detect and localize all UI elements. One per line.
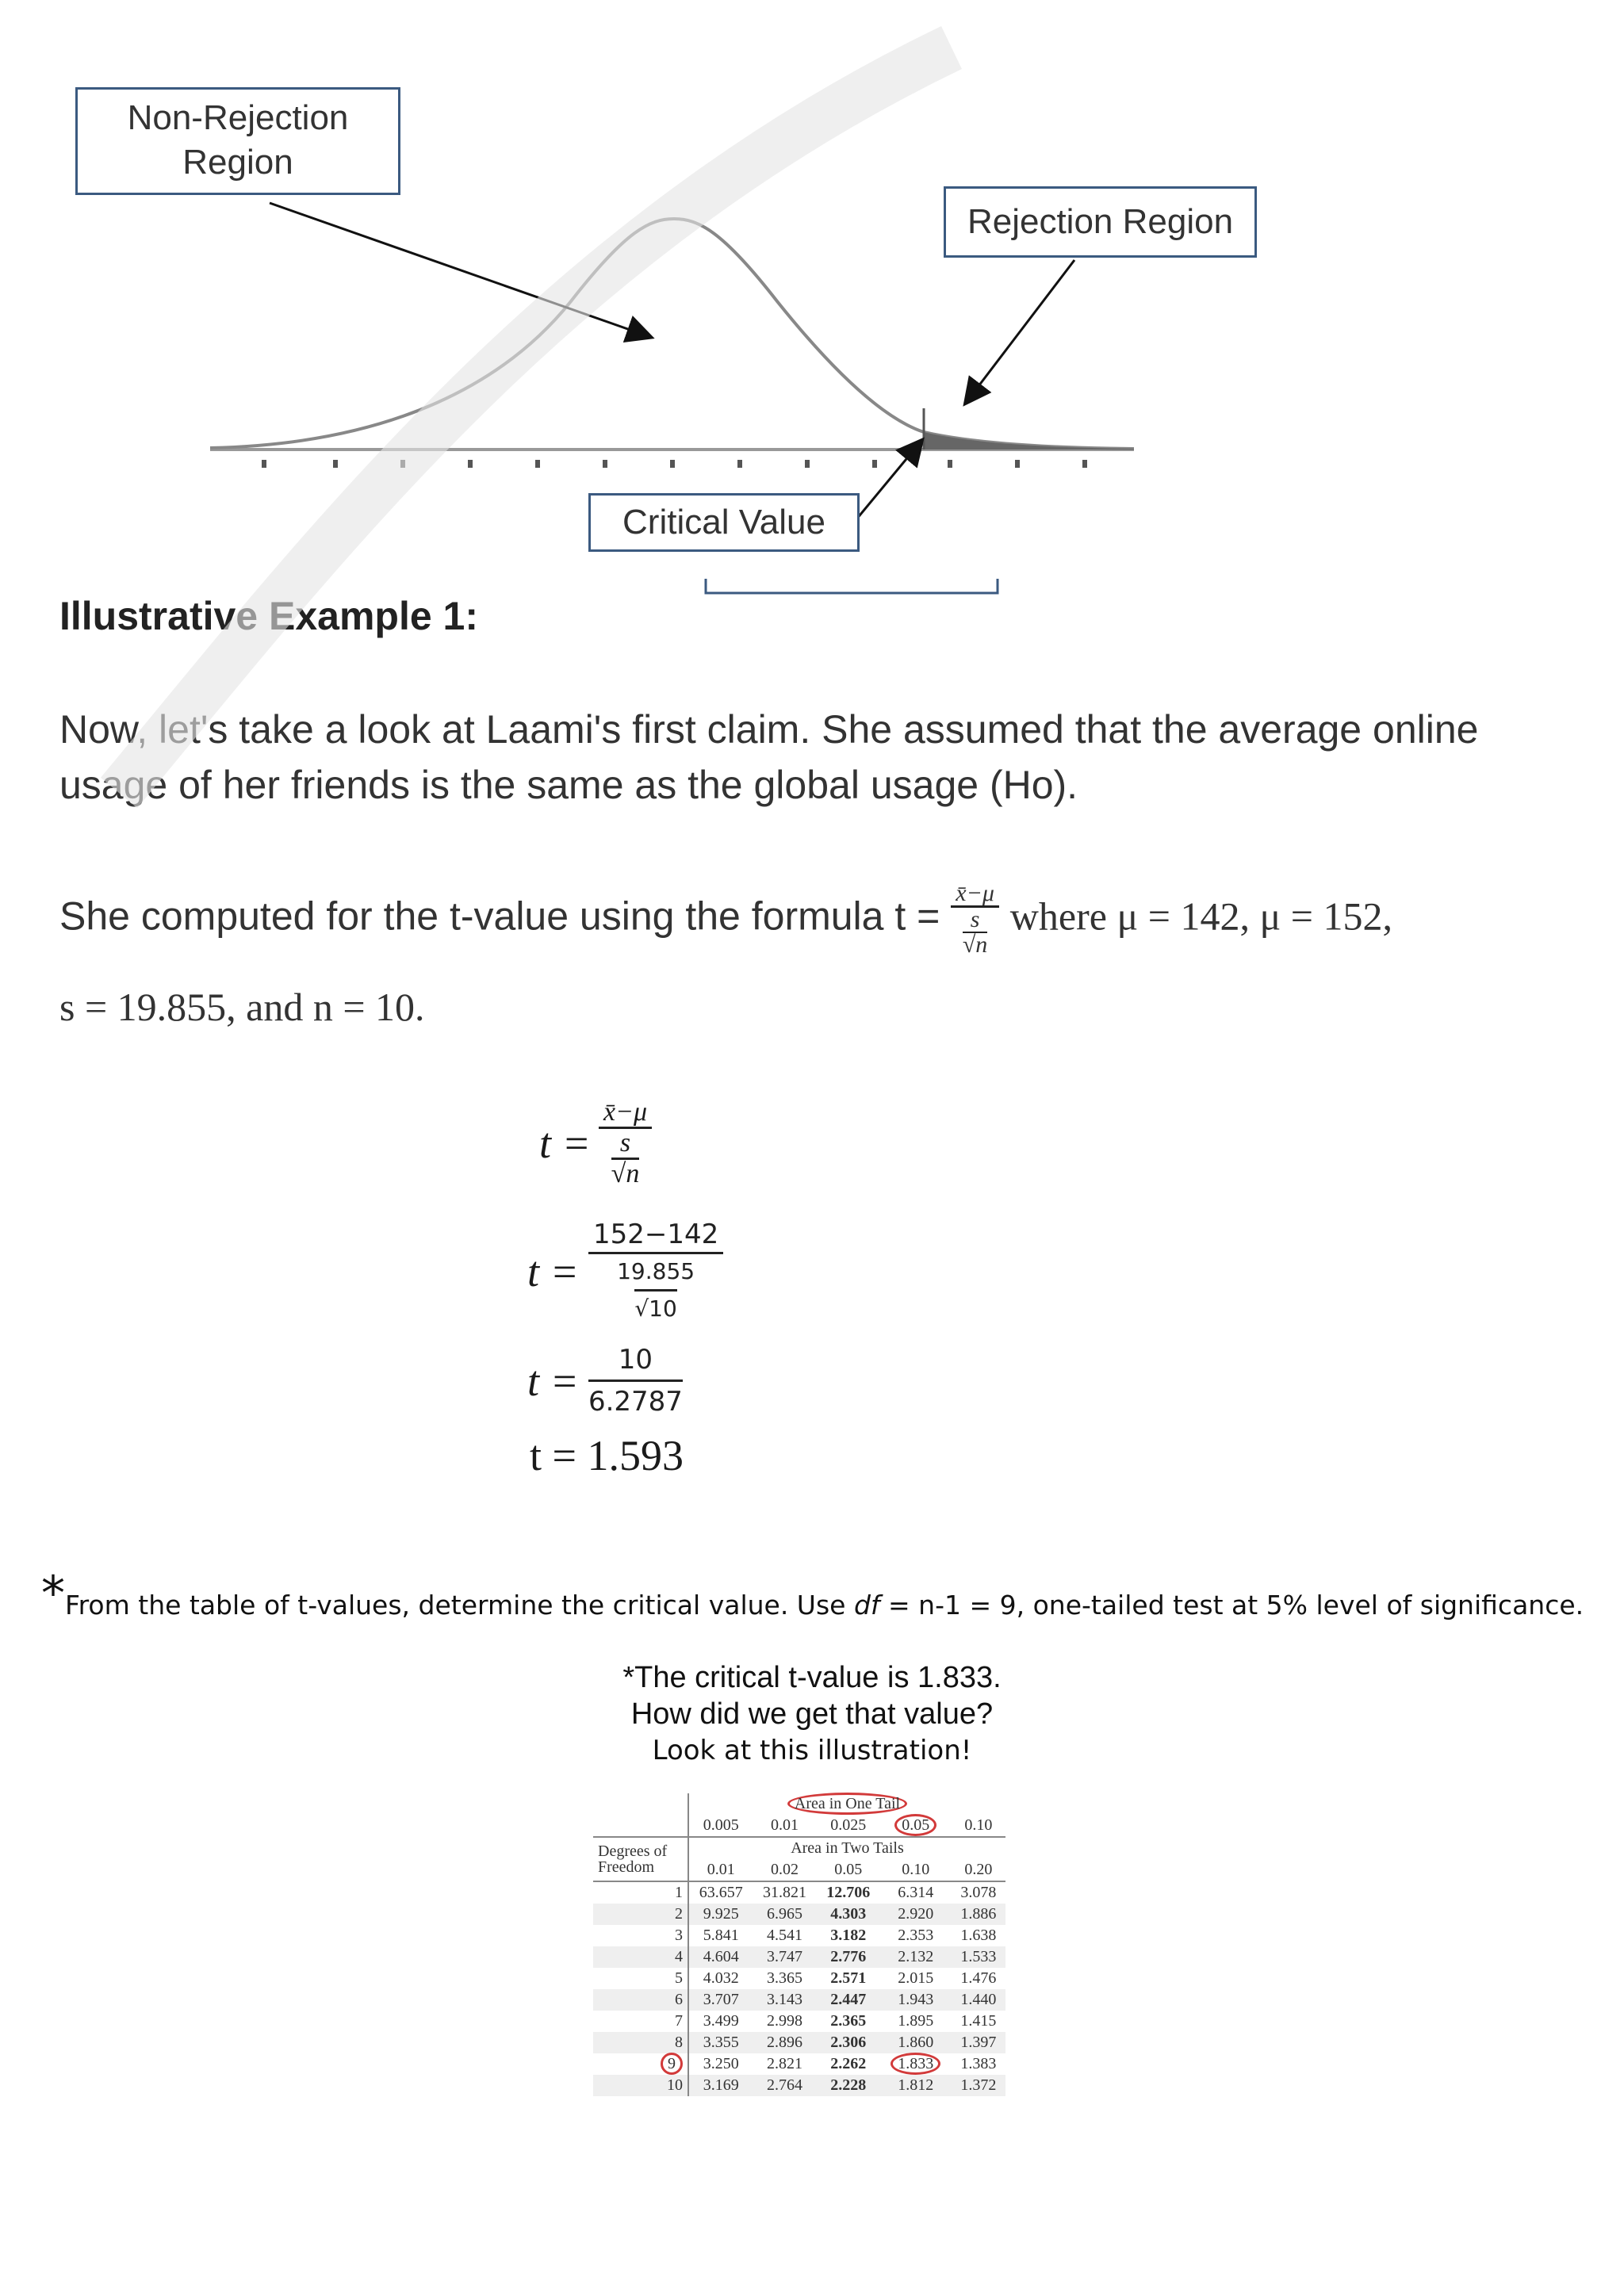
bracket <box>706 579 998 593</box>
non-rejection-text: Non-Rejection Region <box>127 98 349 182</box>
table-cell: 31.821 <box>763 1884 807 1901</box>
one-tail-col-selected: 0.05 <box>894 1814 936 1836</box>
step1-t: t = <box>539 1119 591 1167</box>
step2-t: t = <box>527 1248 579 1295</box>
df-cell: 9 <box>593 2053 688 2075</box>
two-tail-col: 0.01 <box>707 1861 735 1878</box>
formula-step-3 <box>527 1340 683 1422</box>
t-table-body <box>593 1881 1005 2096</box>
critical-arrow <box>856 441 921 519</box>
df-cell: 2 <box>593 1904 688 1925</box>
table-cell: 12.706 <box>826 1884 871 1901</box>
table-cell: 1.415 <box>960 2012 997 2030</box>
table-row <box>593 1946 1005 1968</box>
instruction-text-b: = n-1 = 9, one-tailed test at 5% level of significance. <box>879 1590 1584 1621</box>
critical-text: Critical Value <box>622 503 825 541</box>
df-cell: 10 <box>593 2075 688 2096</box>
instruction-line <box>41 1566 1584 1621</box>
answer-note <box>495 1659 1129 1769</box>
instruction-text-a: From the table of t-values, determine the critical value. Use <box>65 1590 854 1621</box>
rejection-text: Rejection Region <box>967 202 1234 241</box>
answer-line-1: *The critical t-value is 1.833. <box>622 1661 1002 1694</box>
table-cell: 2.920 <box>880 1904 952 1925</box>
step3-fraction <box>588 1340 683 1422</box>
inline-num: x̄−μ <box>956 880 994 906</box>
two-tail-col: 0.02 <box>771 1861 799 1878</box>
non-rejection-region-label <box>75 87 400 195</box>
table-cell: 1.440 <box>952 1989 1005 2011</box>
two-tail-title-row <box>593 1837 1005 1859</box>
table-cell: 2.015 <box>898 1969 934 1987</box>
df-cell: 7 <box>593 2011 688 2032</box>
table-cell: 1.886 <box>952 1904 1005 1925</box>
table-cell: 1.533 <box>952 1946 1005 1968</box>
table-cell: 1.812 <box>880 2075 952 2096</box>
two-tail-title: Area in Two Tails <box>791 1839 904 1857</box>
table-cell: 2.262 <box>830 2055 867 2072</box>
axis-ticks <box>262 460 1087 468</box>
example-paragraph-2 <box>59 882 1582 957</box>
one-tail-col: 0.025 <box>830 1816 867 1834</box>
step2-num: 152−142 <box>592 1219 719 1250</box>
table-cell: 6.965 <box>753 1904 816 1925</box>
df-cell: 4 <box>593 1946 688 1968</box>
critical-value-label <box>588 493 860 552</box>
table-row <box>593 2075 1005 2096</box>
step2-den-root: √10 <box>634 1289 676 1326</box>
table-cell: 4.303 <box>817 1904 880 1925</box>
one-tail-cols-row <box>593 1815 1005 1837</box>
table-cell: 1.383 <box>960 2055 997 2072</box>
answer-line-3: Look at this illustration! <box>652 1735 972 1766</box>
df-cell: 6 <box>593 1989 688 2011</box>
df-cell: 3 <box>593 1925 688 1946</box>
table-cell: 3.499 <box>703 2012 739 2030</box>
df-cell: 5 <box>593 1968 688 1989</box>
table-row <box>593 2011 1005 2032</box>
df-label-2: Freedom <box>598 1858 655 1876</box>
table-cell: 3.143 <box>753 1989 816 2011</box>
table-cell: 3.250 <box>703 2055 739 2072</box>
table-cell: 3.078 <box>960 1884 997 1901</box>
table-cell: 2.571 <box>830 1969 867 1987</box>
table-cell: 2.896 <box>753 2032 816 2053</box>
one-tail-col: 0.01 <box>771 1816 799 1834</box>
example-paragraph-1: Now, let's take a look at Laami's first claim. She assumed that the average online usage of her friends is the same as the global usage (Ho). <box>59 707 1479 807</box>
step2-fraction <box>588 1217 723 1326</box>
table-cell: 2.353 <box>898 1927 934 1944</box>
table-cell: 1.397 <box>952 2032 1005 2053</box>
non-rejection-arrow <box>270 203 650 337</box>
instruction-star: * <box>41 1566 65 1621</box>
table-cell: 2.764 <box>753 2075 816 2096</box>
table-cell: 9.925 <box>688 1904 753 1925</box>
inline-formula <box>951 882 999 957</box>
table-cell: 2.132 <box>880 1946 952 1968</box>
step2-den-top: 19.855 <box>617 1258 695 1284</box>
inline-root: √n <box>962 932 988 958</box>
table-cell: 1.860 <box>880 2032 952 2053</box>
step3-num: 10 <box>618 1344 653 1376</box>
table-row <box>593 1925 1005 1946</box>
table-row <box>593 1989 1005 2011</box>
step1-root: √n <box>611 1159 640 1188</box>
table-row <box>593 2032 1005 2053</box>
step1-fraction <box>599 1098 652 1188</box>
table-cell: 3.707 <box>688 1989 753 2011</box>
table-cell: 2.776 <box>817 1946 880 1968</box>
one-tail-col: 0.10 <box>964 1816 993 1834</box>
table-cell: 4.541 <box>767 1927 803 1944</box>
table-cell: 2.447 <box>817 1989 880 2011</box>
example-paragraph-2-line2: s = 19.855, and n = 10. <box>59 985 425 1029</box>
two-tail-col: 0.10 <box>902 1861 930 1878</box>
table-cell: 1.833 <box>880 2053 952 2075</box>
table-cell: 4.604 <box>688 1946 753 1968</box>
table-cell: 6.314 <box>898 1884 934 1901</box>
formula-where: where μ = 142, μ = 152, <box>1009 894 1392 939</box>
table-cell: 5.841 <box>703 1927 739 1944</box>
table-cell: 3.182 <box>830 1927 867 1944</box>
df-label-1: Degrees of <box>598 1843 668 1860</box>
table-cell: 2.365 <box>830 2012 867 2030</box>
table-cell: 2.228 <box>817 2075 880 2096</box>
df-cell: 1 <box>593 1881 688 1904</box>
rejection-region-label <box>944 186 1257 258</box>
table-cell: 1.372 <box>952 2075 1005 2096</box>
df-cell: 8 <box>593 2032 688 2053</box>
table-cell: 1.943 <box>880 1989 952 2011</box>
table-row <box>593 1968 1005 1989</box>
one-tail-col: 0.005 <box>703 1816 739 1834</box>
example-heading: Illustrative Example 1: <box>59 594 479 638</box>
table-cell: 4.032 <box>703 1969 739 1987</box>
table-cell: 1.476 <box>960 1969 997 1987</box>
table-cell: 1.638 <box>960 1927 997 1944</box>
table-cell: 63.657 <box>699 1884 743 1901</box>
table-row <box>593 2053 1005 2075</box>
inline-s: s <box>970 906 980 932</box>
formula-step-2 <box>527 1217 723 1326</box>
formula-intro: She computed for the t-value using the formula t = <box>59 894 940 939</box>
table-cell: 2.821 <box>767 2055 803 2072</box>
table-row <box>593 1881 1005 1904</box>
table-row <box>593 1904 1005 1925</box>
table-cell: 1.895 <box>898 2012 934 2030</box>
table-cell: 2.306 <box>817 2032 880 2053</box>
answer-line-2: How did we get that value? <box>630 1697 994 1731</box>
formula-result: t = 1.593 <box>530 1432 684 1479</box>
t-table <box>593 1793 1005 2096</box>
rejection-arrow <box>966 260 1074 403</box>
step3-t: t = <box>527 1357 579 1405</box>
instruction-df: df <box>853 1590 880 1621</box>
one-tail-title-row <box>593 1793 1005 1815</box>
table-cell: 3.365 <box>767 1969 803 1987</box>
table-cell: 3.169 <box>688 2075 753 2096</box>
step1-s: s <box>619 1128 631 1158</box>
two-tail-col: 0.05 <box>834 1861 863 1878</box>
step1-num: x̄−μ <box>603 1097 648 1127</box>
table-cell: 3.355 <box>688 2032 753 2053</box>
step3-den: 6.2787 <box>588 1386 683 1418</box>
two-tail-col: 0.20 <box>964 1861 993 1878</box>
formula-step-1 <box>539 1098 652 1188</box>
table-cell: 2.998 <box>767 2012 803 2030</box>
table-cell: 3.747 <box>753 1946 816 1968</box>
one-tail-title: Area in One Tail <box>787 1793 907 1815</box>
